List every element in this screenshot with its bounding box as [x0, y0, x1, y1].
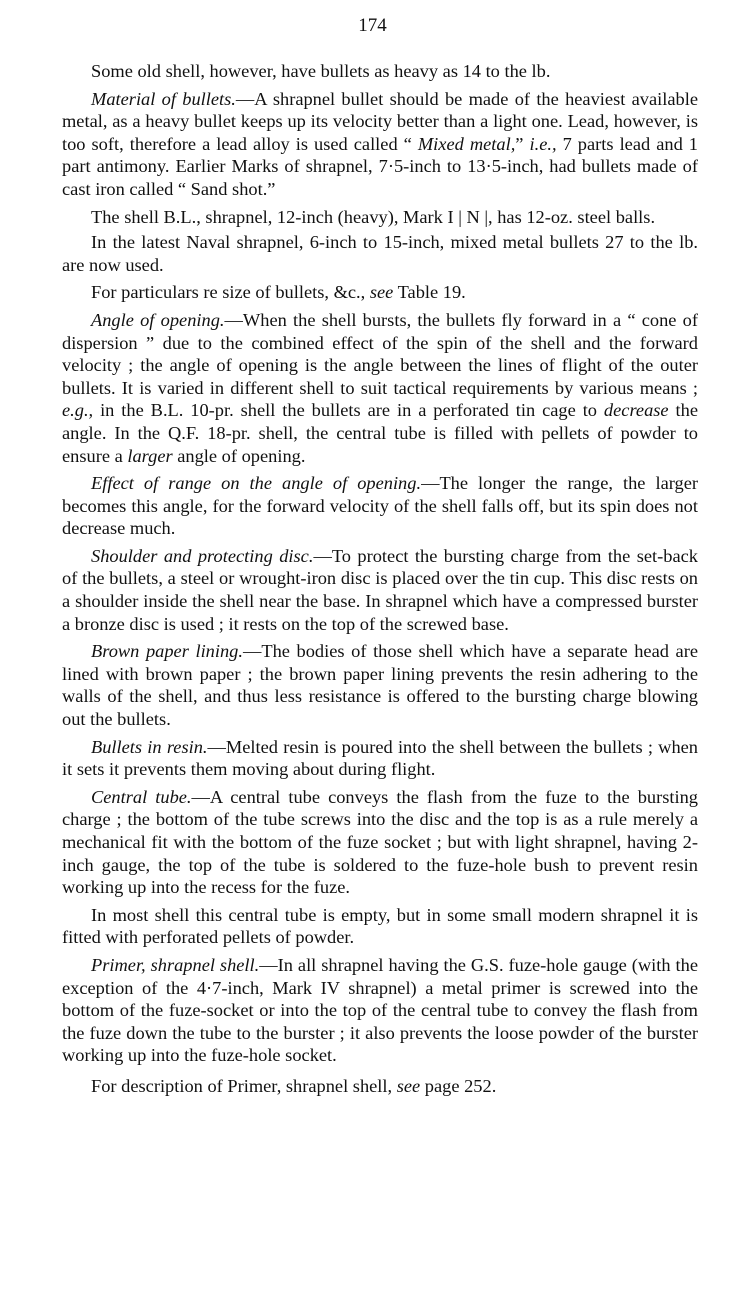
section-heading: Central tube. [91, 786, 192, 807]
emphasis-text: e.g., [62, 400, 94, 421]
paragraph-text: The shell B.L., shrapnel, 12-inch (heavy), Mark I | N |, has 12-oz. steel balls. [91, 206, 656, 227]
paragraph-particulars [62, 281, 698, 304]
emphasis-text: i.e., [529, 133, 557, 154]
section-heading: Bullets in resin. [91, 736, 208, 757]
paragraph-primer-shrapnel-shell [62, 954, 698, 1067]
paragraph-text: 7 parts lead and 1 part antimony. Earlier Marks of shrapnel, 7·5-inch to 13·5-inch, had bullets made of cast iron called “ Sand shot.” [62, 133, 698, 199]
paragraph-naval-shrapnel [62, 231, 698, 276]
paragraph-12-inch-shell [62, 206, 698, 229]
emphasis-text: Mixed metal, [417, 133, 516, 154]
paragraph-text: page 252. [420, 1075, 497, 1096]
section-heading: Primer, shrapnel shell. [91, 954, 260, 975]
paragraph-text: —When the shell bursts, the bullets fly forward in a “ cone of dispersion ” due to the combined effect of the spin of the shell and the forward velocity ; the angle of opening is the angle between the lines of flight of the outer bullets. It is varied in different shell to suit tactical requirements by various means ; [62, 309, 698, 398]
section-heading: Material of bullets. [91, 88, 236, 109]
paragraph-text: Some old shell, however, have bullets as heavy as 14 to the lb. [91, 61, 551, 81]
paragraph-text: In the latest Naval shrapnel, 6-inch to 15-inch, mixed metal bullets 27 to the lb. are now used. [62, 232, 698, 275]
paragraph-shoulder-disc [62, 545, 698, 635]
paragraph-text: —The bodies of those shell which have a separate head are lined with brown paper ; the brown paper lining prevents the resin adhering to the walls of the shell, and thus less resistance is offered to the bursting charge blowing out the bullets. [62, 641, 698, 730]
section-heading: Angle of opening. [91, 309, 225, 330]
page-number: 174 [358, 15, 387, 36]
paragraph-text: For particulars re size of bullets, &c., [91, 282, 370, 303]
section-heading: Shoulder and protecting disc. [91, 545, 314, 566]
paragraph-text: the angle. In the Q.F. 18-pr. shell, the central tube is filled with pellets of powder to ensure a [62, 400, 698, 466]
page-body [62, 60, 698, 1103]
paragraph-text: —To protect the bursting charge from the set-back of the bullets, a steel or wrought-iron disc is placed over the tin cup. This disc rests on a shoulder inside the shell near the base. In shrapnel which have a compressed burster a bronze disc is used ; it rests on the top of the screwed base. [62, 545, 698, 634]
paragraph-effect-of-range [62, 472, 698, 540]
paragraph-old-shell [62, 60, 698, 83]
paragraph-text: In most shell this central tube is empty, but in some small modern shrapnel it is fitted with perforated pellets of powder. [62, 904, 698, 948]
paragraph-text: —The longer the range, the larger becomes this angle, for the forward velocity of the shell falls off, but its spin does not decrease much. [62, 473, 699, 539]
paragraph-text: in the B.L. 10-pr. shell the bullets are in a perforated tin cage to [93, 400, 604, 421]
paragraph-material-of-bullets [62, 88, 698, 201]
paragraph-text: —A shrapnel bullet should be made of the heaviest available metal, as a heavy bullet keeps up its velocity better than a light one. Lead, however, is too soft, therefore a lead alloy is used called “ [62, 88, 698, 154]
paragraph-text: Table 19. [393, 282, 466, 303]
paragraph-central-tube-empty [62, 904, 698, 949]
emphasis-text: larger [127, 445, 173, 466]
section-heading: Brown paper lining. [91, 641, 243, 662]
section-heading: Effect of range on the angle of opening. [91, 473, 422, 494]
emphasis-text: see [369, 282, 394, 303]
paragraph-text: For description of Primer, shrapnel shell, [91, 1075, 397, 1096]
emphasis-text: see [396, 1075, 421, 1096]
paragraph-brown-paper-lining [62, 640, 698, 730]
paragraph-text: —A central tube conveys the flash from the fuze to the bursting charge ; the bottom of the tube screws into the disc and the top is as a rule merely a mechanical fit with the bottom of the fuze socket ; but with light shrapnel, having 2-inch gauge, the top of the tube is soldered to the fuze-hole bush to prevent resin working up into the recess for the fuze. [62, 786, 698, 898]
paragraph-central-tube [62, 786, 698, 899]
paragraph-text: ” [515, 133, 530, 154]
paragraph-text: angle of opening. [172, 445, 306, 466]
emphasis-text: decrease [603, 400, 669, 421]
paragraph-bullets-in-resin [62, 736, 698, 781]
paragraph-text: —Melted resin is poured into the shell between the bullets ; when it sets it prevents them moving about during flight. [62, 736, 698, 780]
paragraph-angle-of-opening [62, 309, 698, 467]
paragraph-primer-description-reference [62, 1075, 698, 1098]
paragraph-text: —In all shrapnel having the G.S. fuze-hole gauge (with the exception of the 4·7-inch, Mark IV shrapnel) a metal primer is screwed into the bottom of the fuze-socket or into the top of the central tube to convey the flash from the fuze down the tube to the burster ; it also prevents the loose powder of the burster working up into the fuze-hole socket. [62, 954, 698, 1066]
